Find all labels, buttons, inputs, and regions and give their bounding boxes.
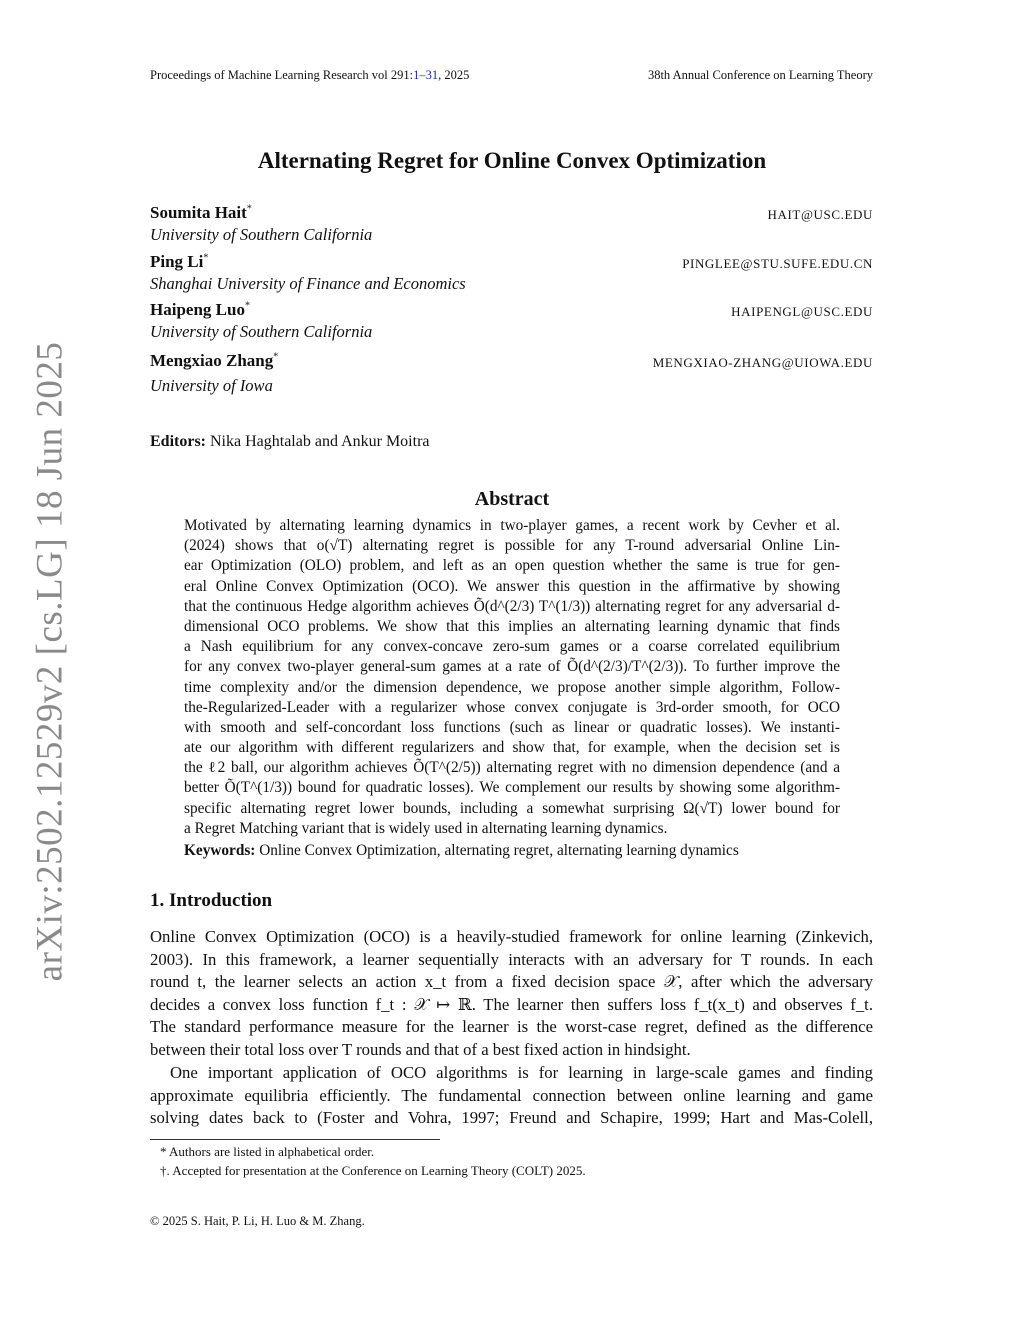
footnote-rule <box>150 1139 440 1140</box>
abstract-line: eral Online Convex Optimization (OCO). We answer this question in the affirmative by showing <box>184 577 840 595</box>
abstract-line: ear Optimization (OLO) problem, and left as an open question whether the same is true for gen- <box>184 557 840 575</box>
running-header-left: Proceedings of Machine Learning Research vol 291:1–31, 2025 <box>150 68 470 82</box>
author-name: Ping Li* <box>150 252 209 271</box>
arxiv-side-label: arXiv:2502.12529v2 [cs.LG] 18 Jun 2025 <box>29 341 71 982</box>
abstract-line: that the continuous Hedge algorithm achieves Õ(d^(2/3) T^(1/3)) alternating regret for any adversarial d- <box>184 597 840 615</box>
author-email: HAIT@USC.EDU <box>767 207 873 222</box>
body-line: decides a convex loss function f_t : 𝒳 ↦ ℝ. The learner then suffers loss f_t(x_t) and observes f_t. <box>150 994 873 1014</box>
running-header-right: 38th Annual Conference on Learning Theory <box>647 68 873 82</box>
page-range-link[interactable]: 1–31 <box>413 68 439 82</box>
author-affiliation: Shanghai University of Finance and Economics <box>150 274 466 293</box>
abstract-line: the ℓ2 ball, our algorithm achieves Õ(T^(2/5)) alternating regret with no dimension dependence (and a <box>184 759 840 777</box>
abstract-line: the-Regularized-Leader with a regularizer whose convex conjugate is 3rd-order smooth, for OCO <box>184 698 840 716</box>
keywords-line: Keywords: Online Convex Optimization, alternating regret, alternating learning dynamics <box>184 842 739 859</box>
author-email: MENGXIAO-ZHANG@UIOWA.EDU <box>652 355 873 370</box>
body-line: Online Convex Optimization (OCO) is a heavily-studied framework for online learning (Zinkevich, <box>150 927 873 946</box>
abstract-line: Motivated by alternating learning dynamics in two-player games, a recent work by Cevher et al. <box>184 517 840 534</box>
author-email: HAIPENGL@USC.EDU <box>731 304 873 319</box>
body-line: The standard performance measure for the learner is the worst-case regret, defined as the difference <box>150 1017 873 1037</box>
abstract-line: for any convex two-player general-sum games at a rate of Õ(d^(2/3)/T^(2/3)). To further improve the <box>184 658 840 676</box>
abstract-line: a Nash equilibrium for any convex-concave zero-sum games or a coarse correlated equilibrium <box>184 638 840 656</box>
paper-title: Alternating Regret for Online Convex Optimization <box>257 148 767 173</box>
abstract-line: a Regret Matching variant that is widely used in alternating learning dynamics. <box>184 819 668 837</box>
body-line: round t, the learner selects an action x_t from a fixed decision space 𝒳, after which the adversary <box>150 972 873 992</box>
editors-line: Editors: Nika Haghtalab and Ankur Moitra <box>150 433 430 450</box>
author-name: Soumita Hait* <box>150 203 252 222</box>
abstract-line: better Õ(T^(1/3)) bound for quadratic losses). We complement our results by showing some algorithm- <box>184 779 840 797</box>
copyright-line: © 2025 S. Hait, P. Li, H. Luo & M. Zhang. <box>150 1214 365 1228</box>
author-affiliation: University of Southern California <box>150 225 373 244</box>
footnote: †. Accepted for presentation at the Conference on Learning Theory (COLT) 2025. <box>160 1163 586 1178</box>
intro-paragraph-2 <box>150 1062 873 1130</box>
body-line: 2003). In this framework, a learner sequentially interacts with an adversary for T rounds. In each <box>150 949 873 969</box>
intro-paragraph-1 <box>150 926 873 1062</box>
abstract-line: ate our algorithm with different regularizers and show that, for example, when the decision set is <box>184 739 840 757</box>
abstract-body <box>184 516 840 839</box>
author-affiliation: University of Iowa <box>150 376 273 395</box>
abstract-line: with smooth and self-concordant loss functions (such as linear or quadratic losses). We instanti- <box>184 718 840 736</box>
body-line: One important application of OCO algorithms is for learning in large-scale games and finding <box>170 1063 873 1082</box>
section-heading: 1. Introduction <box>150 890 273 911</box>
body-line: solving dates back to (Foster and Vohra, 1997; Freund and Schapire, 1999; Hart and Mas-Colell, <box>150 1108 873 1128</box>
abstract-heading: Abstract <box>474 488 550 510</box>
body-line: approximate equilibria efficiently. The fundamental connection between online learning and game <box>150 1085 873 1105</box>
footnote: * Authors are listed in alphabetical order. <box>160 1144 375 1159</box>
abstract-line: time complexity and/or the dimension dependence, we propose another simple algorithm, Follow- <box>184 678 840 696</box>
abstract-line: dimensional OCO problems. We show that this implies an alternating learning dynamic that finds <box>184 617 840 635</box>
author-name: Mengxiao Zhang* <box>150 351 279 370</box>
body-line: between their total loss over T rounds and that of a best fixed action in hindsight. <box>150 1039 691 1059</box>
author-email: PINGLEE@STU.SUFE.EDU.CN <box>682 256 873 271</box>
abstract-line: specific alternating regret lower bounds, including a somewhat surprising Ω(√T) lower bound for <box>184 799 840 817</box>
author-affiliation: University of Southern California <box>150 322 373 341</box>
abstract-line: (2024) shows that o(√T) alternating regret is possible for any T-round adversarial Online Lin- <box>184 537 840 555</box>
author-name: Haipeng Luo* <box>150 300 250 319</box>
